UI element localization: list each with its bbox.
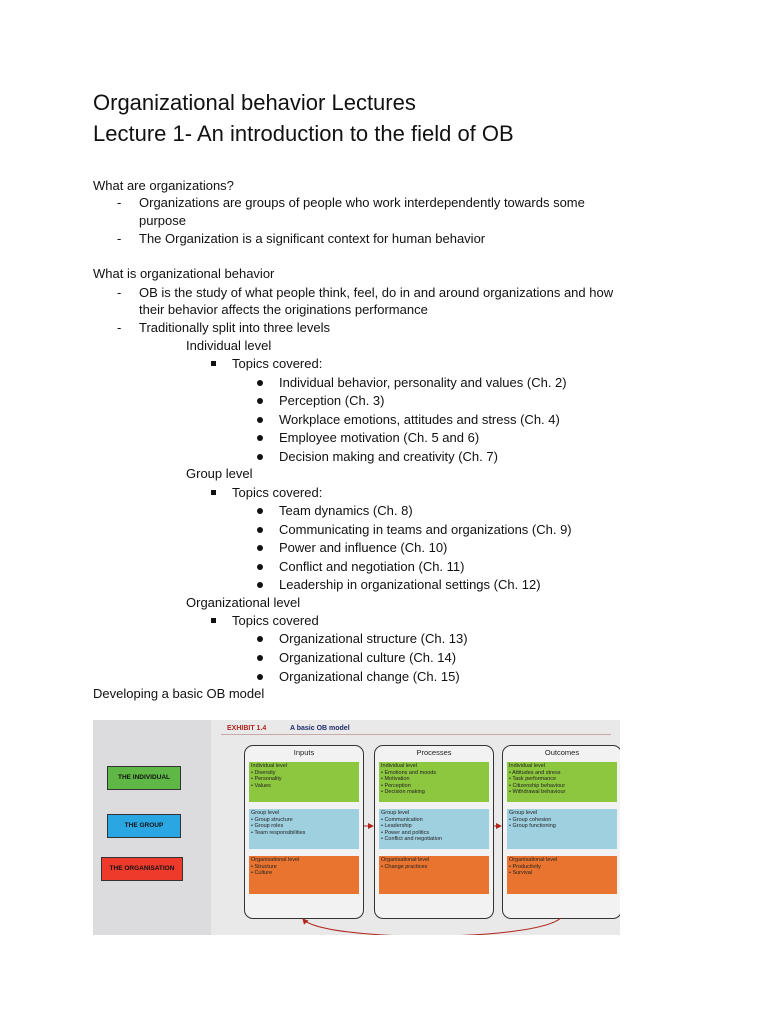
cell-item: • Power and politics xyxy=(381,829,430,836)
round-bullet xyxy=(257,398,263,404)
topic-item: Power and influence (Ch. 10) xyxy=(279,540,448,555)
cell-item: • Group cohesion xyxy=(509,816,552,823)
topic-item: Team dynamics (Ch. 8) xyxy=(279,503,413,518)
cell-title: Group level xyxy=(381,810,410,816)
dash-bullet: - xyxy=(117,320,122,335)
cell-item: • Conflict and negotiation xyxy=(381,836,442,842)
cell-item: • Group structure xyxy=(251,816,293,823)
topic-item: Decision making and creativity (Ch. 7) xyxy=(279,449,498,464)
list-item: The Organization is a significant context for human behavior xyxy=(139,231,486,246)
list-item-continued: purpose xyxy=(139,213,186,228)
exhibit-label: EXHIBIT 1.4 xyxy=(227,725,267,732)
arrows-layer xyxy=(93,720,620,935)
cell-item: • Change practices xyxy=(381,863,428,870)
feedback-arrow xyxy=(303,918,561,935)
question-ob: What is organizational behavior xyxy=(93,266,275,281)
exhibit-caption: A basic OB model xyxy=(290,725,350,732)
round-bullet xyxy=(257,508,263,514)
cell-item: • Task performance xyxy=(509,776,557,782)
topics-label: Topics covered: xyxy=(232,485,323,500)
lecture-title: Lecture 1- An introduction to the field of OB xyxy=(93,121,514,146)
cell-title: Individual level xyxy=(251,763,288,769)
ob-model-figure xyxy=(93,720,620,935)
topic-item: Organizational structure (Ch. 13) xyxy=(279,631,468,646)
cell-item: • Decision making xyxy=(381,789,425,795)
cell-item: • Motivation xyxy=(381,776,410,782)
list-item: OB is the study of what people think, feel, do in and around organizations and how xyxy=(139,285,614,300)
cell-item: • Structure xyxy=(251,863,277,870)
model-heading: Developing a basic OB model xyxy=(93,686,265,701)
cell-title: Individual level xyxy=(509,763,546,769)
topic-item: Conflict and negotiation (Ch. 11) xyxy=(279,559,465,574)
round-bullet xyxy=(257,380,263,386)
cell-item: • Leadership xyxy=(381,823,412,829)
topics-label: Topics covered xyxy=(232,613,319,628)
round-bullet xyxy=(257,674,263,680)
dash-bullet: - xyxy=(117,231,122,246)
cell-title: Organisational level xyxy=(251,857,300,863)
topic-item: Organizational change (Ch. 15) xyxy=(279,669,460,684)
cell-item: • Diversity xyxy=(251,769,276,776)
level-heading: Group level xyxy=(186,466,253,481)
column-header: Outcomes xyxy=(544,748,580,757)
topic-item: Communicating in teams and organizations (Ch. 9) xyxy=(279,522,572,537)
topic-item: Leadership in organizational settings (Ch. 12) xyxy=(279,577,541,592)
square-bullet xyxy=(211,618,216,623)
round-bullet xyxy=(257,527,263,533)
side-box-individual: THE INDIVIDUAL xyxy=(107,766,181,790)
cell-item: • Citizenship behaviour xyxy=(509,782,566,789)
topic-item: Workplace emotions, attitudes and stress (Ch. 4) xyxy=(279,412,560,427)
column-header: Processes xyxy=(416,748,452,757)
list-item-continued: their behavior affects the originations performance xyxy=(139,302,428,317)
cell-item: • Team responsibilities xyxy=(251,829,306,836)
cell-item: • Values xyxy=(251,782,271,789)
round-bullet xyxy=(257,564,263,570)
round-bullet xyxy=(257,417,263,423)
list-item: Organizations are groups of people who work interdependently towards some xyxy=(139,195,585,210)
column-header: Inputs xyxy=(293,748,315,757)
topics-label: Topics covered: xyxy=(232,356,323,371)
cell-item: • Communication xyxy=(381,816,423,823)
cell-item: • Culture xyxy=(251,870,273,876)
cell-item: • Withdrawal behaviour xyxy=(509,789,566,795)
cell-title: Organisational level xyxy=(509,857,558,863)
square-bullet xyxy=(211,490,216,495)
side-box-organisation: THE ORGANISATION xyxy=(101,857,183,881)
dash-bullet: - xyxy=(117,195,122,210)
round-bullet xyxy=(257,582,263,588)
round-bullet xyxy=(257,636,263,642)
cell-title: Organisational level xyxy=(381,857,430,863)
level-heading: Individual level xyxy=(186,338,272,353)
cell-item: • Attitudes and stress xyxy=(509,769,561,776)
document-title: Organizational behavior Lectures xyxy=(93,90,416,115)
round-bullet xyxy=(257,435,263,441)
level-heading: Organizational level xyxy=(186,595,301,610)
round-bullet xyxy=(257,545,263,551)
cell-item: • Group roles xyxy=(251,823,284,829)
list-item: Traditionally split into three levels xyxy=(139,320,330,335)
cell-title: Group level xyxy=(509,810,538,816)
topic-item: Employee motivation (Ch. 5 and 6) xyxy=(279,430,480,445)
cell-item: • Emotions and moods xyxy=(381,769,437,776)
topic-item: Individual behavior, personality and values (Ch. 2) xyxy=(279,375,567,390)
dash-bullet: - xyxy=(117,285,122,300)
cell-item: • Perception xyxy=(381,782,411,789)
round-bullet xyxy=(257,454,263,460)
cell-item: • Productivity xyxy=(509,863,541,870)
side-box-group: THE GROUP xyxy=(107,814,181,838)
topic-item: Perception (Ch. 3) xyxy=(279,393,385,408)
cell-item: • Personality xyxy=(251,776,282,782)
question-organizations: What are organizations? xyxy=(93,178,234,193)
round-bullet xyxy=(257,655,263,661)
square-bullet xyxy=(211,361,216,366)
cell-item: • Group functioning xyxy=(509,823,556,829)
topic-item: Organizational culture (Ch. 14) xyxy=(279,650,457,665)
cell-item: • Survival xyxy=(509,870,533,876)
cell-title: Group level xyxy=(251,810,280,816)
cell-title: Individual level xyxy=(381,763,418,769)
